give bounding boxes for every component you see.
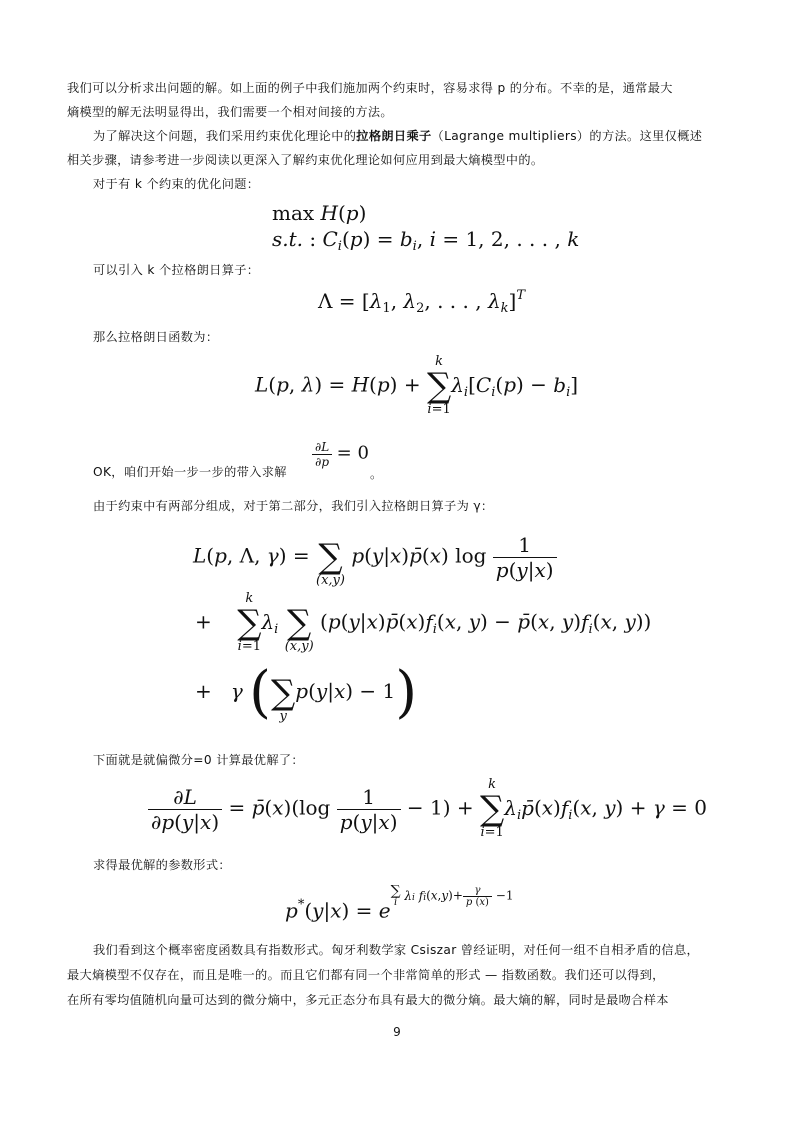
paragraph-2-line-2: 相关步骤，请参考进一步阅读以更深入了解约束优化理论如何应用到最大熵模型中的。 bbox=[67, 153, 544, 167]
paragraph-10-line-2: 最大熵模型不仅存在，而且是唯一的。而且它们都有同一个非常简单的形式 — 指数函数。我们还可以得到， bbox=[67, 968, 665, 982]
equation-extended-lagrangian-line-2: + k ∑ i=1 $\lambda_i$ ∑ (x,y) ($p(y|x)p̄(x)f_i(x$, y) − p̄(x, $y)f_i(x$, y)) bbox=[195, 591, 652, 654]
paragraph-2-text-a: 为了解决这个问题，我们采用约束优化理论中的 bbox=[93, 129, 357, 143]
equation-inline-derivative: $\frac{\partial L}{\partial p}$ = 0 bbox=[312, 440, 369, 469]
paragraph-2-line-1 bbox=[93, 124, 702, 148]
equation-constraint: s.t. : $C_i(p) = b_i$, i = 1, 2, . . . , k bbox=[272, 227, 580, 254]
summation-symbol: k ∑ i=1 bbox=[426, 354, 452, 417]
paragraph-3: 对于有 k 个约束的优化问题： bbox=[93, 177, 260, 191]
equation-optimal-solution: p*(y|x) = e ∑ i λi fi(x,y)+ $\frac{\gamma}{p (x)}$ −1 bbox=[285, 883, 514, 923]
equation-extended-lagrangian-line-1: L(p, Λ, γ) = ∑ (x,y) p(y|x)p̄(x) log $\frac{1}{p(y|x)}$ bbox=[193, 526, 557, 588]
equation-objective: max H(p) bbox=[272, 201, 367, 225]
equation-partial-derivative: $\frac{\partial L}{\partial p(y|x)}$ = p̄(x)(log $\frac{1}{p(y|x)}$ − 1) + k ∑ i=1 $\lambda_ip̄(x)f_i(x$, y) + γ = 0 bbox=[148, 778, 707, 840]
paragraph-7: 由于约束中有两部分组成，对于第二部分，我们引入拉格朗日算子为 γ： bbox=[93, 499, 494, 513]
equation-optimization-problem bbox=[272, 200, 579, 260]
page-number: 9 bbox=[393, 1025, 401, 1039]
paragraph-5: 那么拉格朗日函数为： bbox=[93, 330, 219, 344]
paragraph-2-text-b: （Lagrange multipliers）的方法。这里仅概述 bbox=[431, 129, 703, 143]
paragraph-4: 可以引入 k 个拉格朗日算子： bbox=[93, 263, 260, 277]
paragraph-8: 下面就是就偏微分=0 计算最优解了： bbox=[93, 753, 304, 767]
paragraph-6 bbox=[93, 460, 287, 484]
paragraph-1-line-2: 熵模型的解无法明显得出，我们需要一个相对间接的方法。 bbox=[67, 105, 393, 119]
paragraph-9: 求得最优解的参数形式： bbox=[93, 858, 231, 872]
lagrange-multiplier-term: 拉格朗日乘子 bbox=[356, 129, 432, 143]
equation-lagrangian: L(p, λ) = H(p) + k ∑ i=1 $\lambda_i[C_i(p) - b_i]$ bbox=[255, 354, 579, 417]
paragraph-6-period: 。 bbox=[370, 467, 383, 481]
paragraph-10-line-1: 我们看到这个概率密度函数具有指数形式。匈牙利数学家 Csiszar 曾经证明，对任何一组不自相矛盾的信息， bbox=[93, 943, 700, 957]
paragraph-6-text: OK，咱们开始一步一步的带入求解 bbox=[93, 465, 287, 479]
paragraph-10-line-3: 在所有零均值随机向量可达到的微分熵中，多元正态分布具有最大的微分熵。最大熵的解，同时是最吻合样本 bbox=[67, 993, 669, 1007]
equation-extended-lagrangian-line-3: + γ ( ∑ y p(y|x) − 1) bbox=[195, 660, 418, 725]
paragraph-1-line-1: 我们可以分析求出问题的解。如上面的例子中我们施加两个约束时，容易求得 p 的分布。不幸的是，通常最大 bbox=[67, 81, 673, 95]
equation-lambda-vector: $\Lambda = [\lambda_1$, $\lambda_2$, . . . , $\lambda_k]^T$ bbox=[318, 288, 526, 316]
